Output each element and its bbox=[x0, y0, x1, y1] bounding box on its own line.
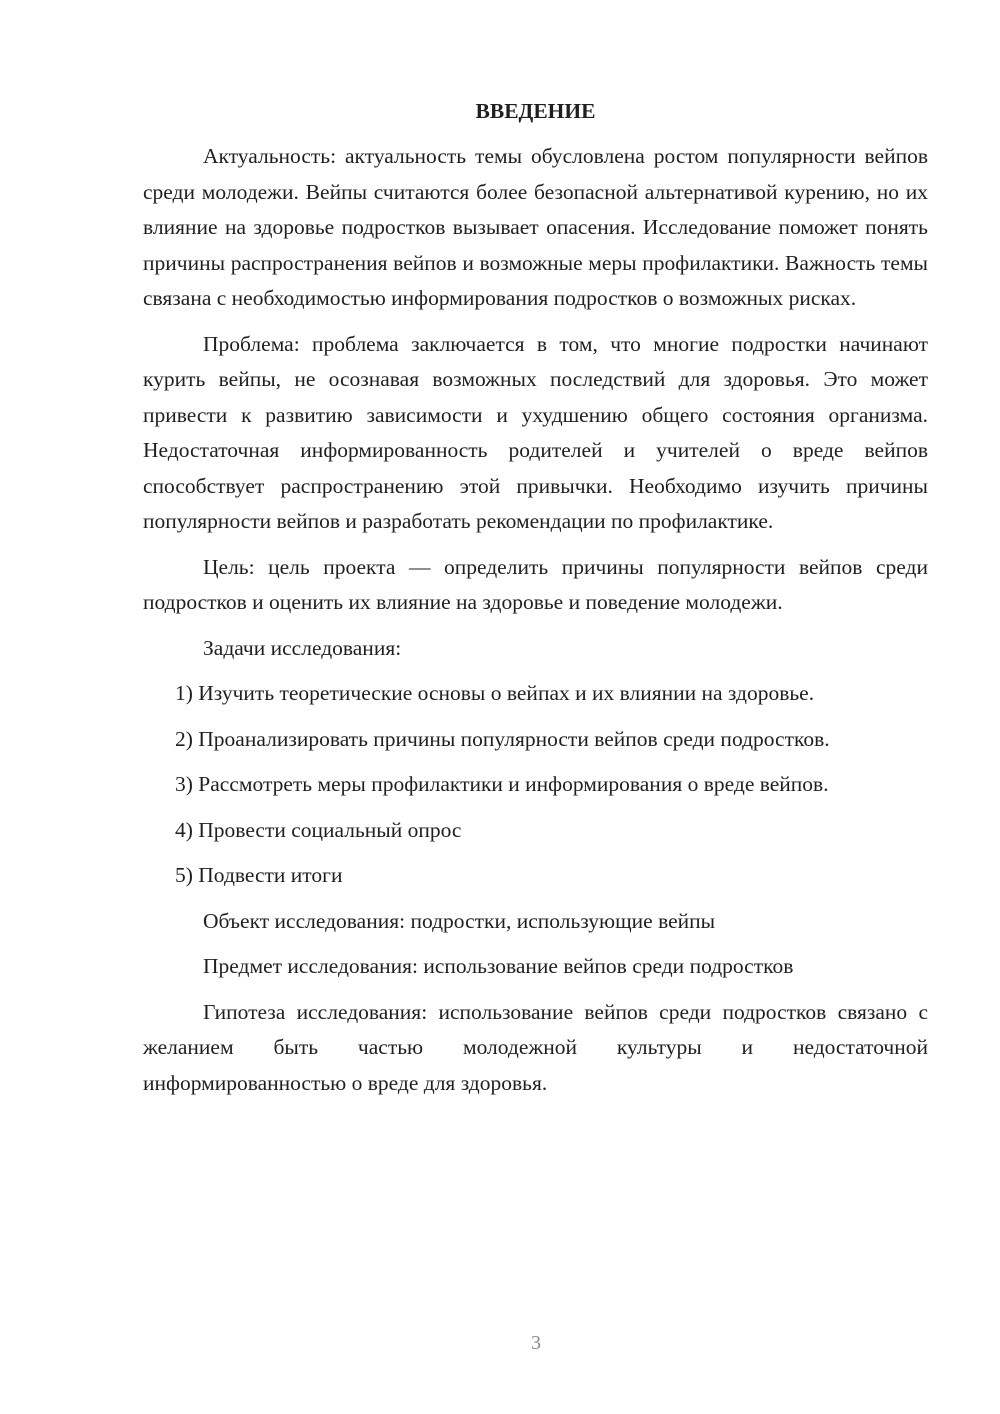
task-item: 3) Рассмотреть меры профилактики и информирования о вреде вейпов. bbox=[175, 772, 829, 796]
task-item: 5) Подвести итоги bbox=[175, 863, 343, 887]
tasks-heading: Задачи исследования: bbox=[203, 635, 402, 660]
task-item: 2) Проанализировать причины популярности вейпов среди подростков. bbox=[175, 726, 830, 751]
research-object: Объект исследования: подростки, использующие вейпы bbox=[203, 908, 716, 933]
research-subject: Предмет исследования: использование вейпов среди подростков bbox=[203, 954, 794, 978]
relevance-paragraph: Актуальность: актуальность темы обусловлена ростом популярности вейпов среди молодежи. Вейпы считаются более безопасной альтернативой курению, но их влияние на здоровье подростков вызывает опасения. Исследование поможет понять причины распространения вейпов и возможные меры профилактики. Важность темы связана с необходимостью информирования подростков о возможных рисках. bbox=[143, 144, 928, 310]
section-title: ВВЕДЕНИЕ bbox=[475, 99, 596, 123]
problem-paragraph: Проблема: проблема заключается в том, что многие подростки начинают курить вейпы, не осознавая возможных последствий для здоровья. Это может привести к развитию зависимости и ухудшению общего состояния организма. Недостаточная информированность родителей и учителей о вреде вейпов способствует распространению этой привычки. Необходимо изучить причины популярности вейпов и разработать рекомендации по профилактике. bbox=[143, 331, 928, 533]
page-number: 3 bbox=[531, 1332, 541, 1354]
tasks-list bbox=[143, 676, 928, 894]
task-item: 1) Изучить теоретические основы о вейпах и их влиянии на здоровье. bbox=[175, 681, 815, 705]
document-page bbox=[143, 93, 928, 1111]
research-hypothesis: Гипотеза исследования: использование вейпов среди подростков связано с желанием быть частью молодежной культуры и недостаточной информированностью о вреде для здоровья. bbox=[143, 999, 928, 1095]
goal-paragraph: Цель: цель проекта — определить причины популярности вейпов среди подростков и оценить их влияние на здоровье и поведение молодежи. bbox=[143, 554, 928, 614]
task-item: 4) Провести социальный опрос bbox=[175, 817, 462, 842]
